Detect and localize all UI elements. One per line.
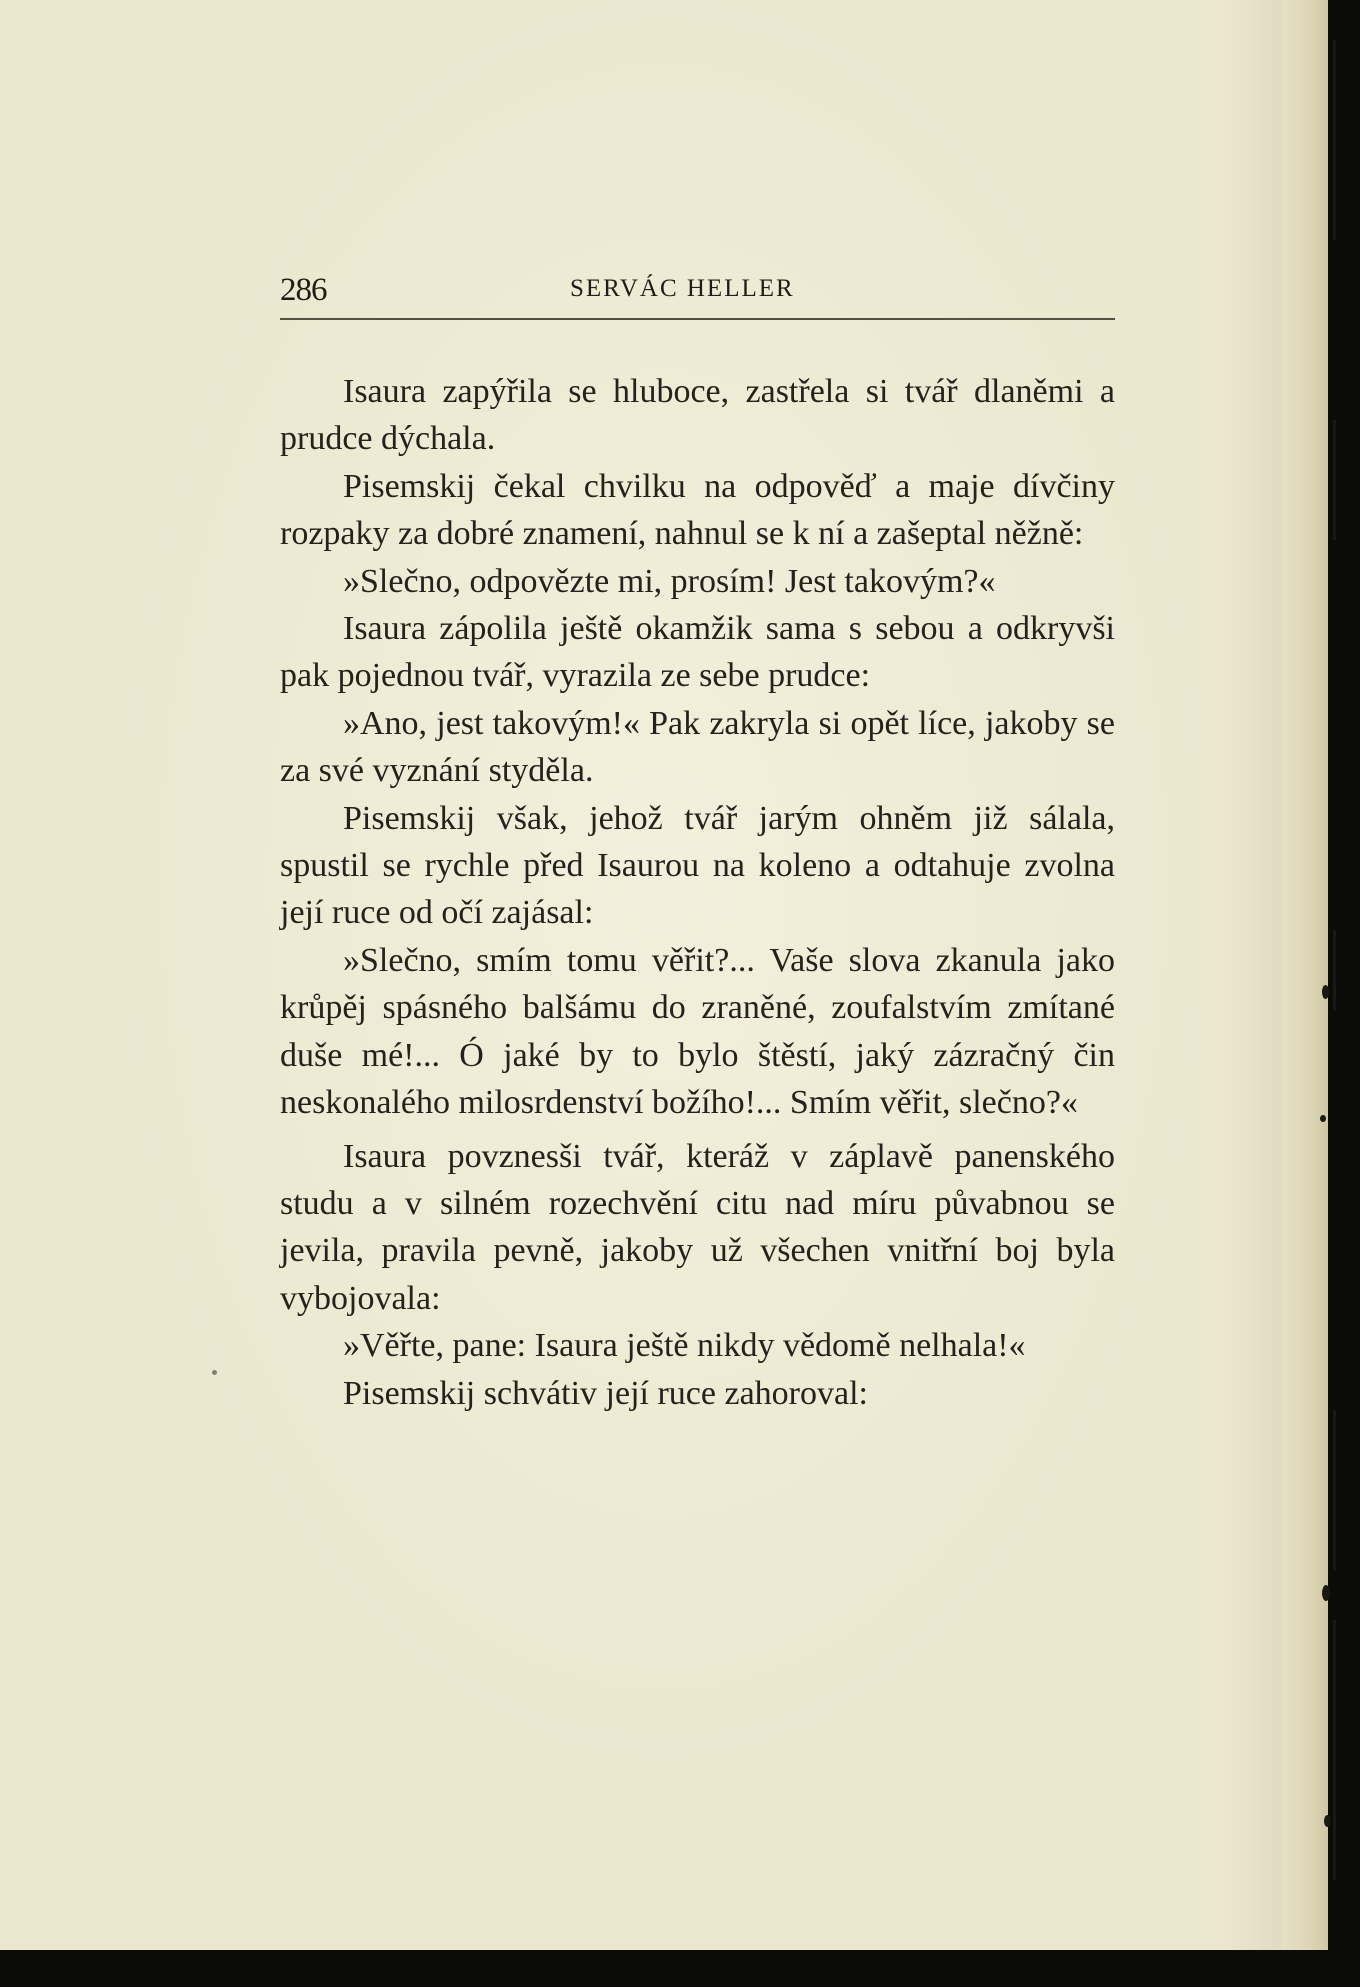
paragraph: »Slečno, odpovězte mi, prosím! Jest takovým?« <box>343 562 996 600</box>
page-number: 286 <box>280 272 327 308</box>
paragraph: »Věřte, pane: Isaura ještě nikdy vědomě nelhala!« <box>343 1327 1026 1365</box>
paragraph: »Slečno, smím tomu věřit?... Vaše slova zkanula jako krůpěj spásného balšámu do zraněné, zoufalstvím zmítané duše mé!... Ó jaké by to bylo štěstí, jaký zázračný čin neskonalého milosrdenství božího!... Smím věřit, slečno?« <box>280 941 1115 1122</box>
page-speck <box>1322 1585 1330 1601</box>
paragraph: Pisemskij schvátiv její ruce zahoroval: <box>343 1374 868 1412</box>
paragraph: Isaura zápolila ještě okamžik sama s sebou a odkryvši pak pojednou tvář, vyrazila ze sebe prudce: <box>280 610 1115 695</box>
paragraph: Pisemskij však, jehož tvář jarým ohněm již sálala, spustil se rychle před Isaurou na koleno a odtahuje zvolna její ruce od očí zajásal: <box>280 799 1115 932</box>
header-rule <box>280 318 1115 320</box>
binding-shadow <box>1333 1410 1336 1570</box>
page-speck <box>212 1370 217 1375</box>
body-text <box>280 368 1115 1417</box>
page-speck <box>1320 1115 1326 1122</box>
paragraph: Isaura zapýřila se hluboce, zastřela si tvář dlaněmi a prudce dýchala. <box>280 373 1115 458</box>
page-gutter-edge <box>1282 0 1328 1950</box>
binding-shadow <box>1333 420 1336 540</box>
page-header <box>280 272 1115 316</box>
binding-shadow <box>1333 40 1336 240</box>
paragraph: Isaura povznesši tvář, kteráž v záplavě panenského studu a v silném rozechvění citu nad míru půvabnou se jevila, pravila pevně, jakoby už všechen vnitřní boj byla vybojovala: <box>280 1137 1115 1317</box>
page-speck <box>1322 985 1329 999</box>
binding-shadow <box>1333 930 1336 1010</box>
running-head: SERVÁC HELLER <box>570 275 795 302</box>
page-speck <box>1324 1815 1331 1827</box>
paragraph: »Ano, jest takovým!« Pak zakryla si opět líce, jakoby se za své vyznání styděla. <box>280 704 1115 790</box>
paragraph: Pisemskij čekal chvilku na odpověď a maje dívčiny rozpaky za dobré znamení, nahnul se k ní a zašeptal něžně: <box>280 467 1115 553</box>
binding-shadow <box>1333 1620 1336 1880</box>
